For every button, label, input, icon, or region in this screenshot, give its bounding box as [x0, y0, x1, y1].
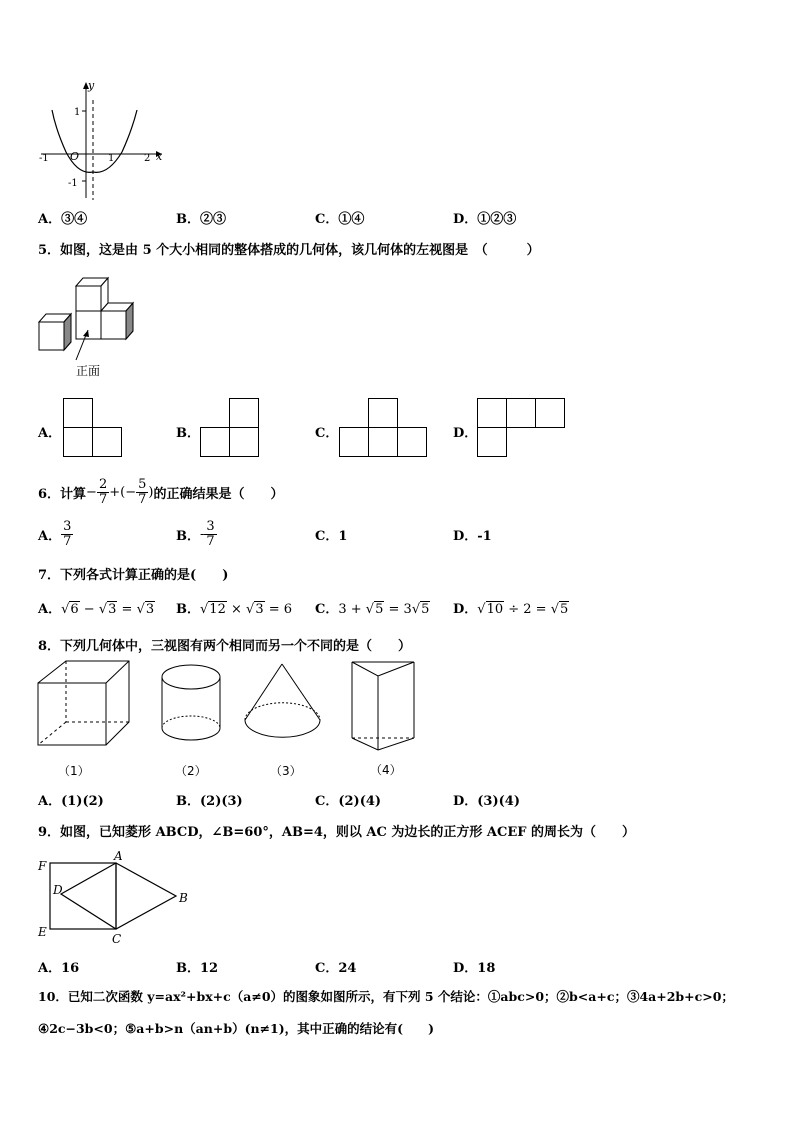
q9-point-a: A [114, 849, 123, 863]
graph-x-neg-one: -1 [39, 153, 49, 164]
q10-line-1: 10．已知二次函数 y=ax²+bx+c（a≠0）的图象如图所示，有下列 5 个结论：①abc>0；②b<a+c；③4a+2b+c>0； [38, 989, 734, 1004]
q8-caption-1: （1） [58, 764, 90, 778]
q5-option-d-key: D． [453, 426, 478, 441]
q8-option-a: A．(1)(2) [38, 794, 104, 809]
graph-origin-label: O [70, 150, 80, 163]
q8-cube-figure [37, 660, 137, 750]
q9-point-e: E [38, 925, 47, 939]
q4-option-b: B．②③ [176, 212, 227, 227]
q6-option-a: A． $\frac{3}{7}$ [38, 518, 72, 549]
q7-option-b: B．√12 × √3 = 6 [176, 602, 293, 617]
q5-option-b-key: B． [176, 426, 200, 441]
q9-point-f: F [38, 859, 47, 873]
q6-stem: 6．计算 − $\frac{2}{7}$ +(− $\frac{5}{7}$ ) 的正确结果是（ ） [38, 476, 284, 507]
q8-cone-figure [243, 662, 328, 752]
q5-option-a-figure [63, 398, 133, 463]
q5-option-b-figure [200, 398, 270, 463]
graph-y-one: 1 [74, 107, 81, 118]
q9-point-c: C [112, 932, 122, 946]
q5-option-c-figure [339, 398, 434, 463]
q8-option-b: B．(2)(3) [176, 794, 243, 809]
graph-x-one: 1 [108, 153, 115, 164]
q6-option-d: D．-1 [453, 529, 492, 544]
graph-y-neg-one: -1 [68, 178, 78, 189]
parabola-graph [36, 80, 166, 200]
q6-option-b: B． - $\frac{3}{7}$ [176, 518, 215, 549]
q9-option-a: A．16 [38, 961, 80, 976]
q9-option-c: C．24 [315, 961, 357, 976]
q7-option-d: D．√10 ÷ 2 = √5 [453, 602, 569, 617]
q9-stem: 9．如图，已知菱形 ABCD，∠B=60°，AB=4，则以 AC 为边长的正方形 ACEF 的周长为（ ） [38, 825, 635, 840]
q9-point-b: B [179, 891, 188, 905]
q7-option-a: A．√6 − √3 = √3 [38, 602, 155, 617]
q5-stem: 5．如图，这是由 5 个大小相同的整体搭成的几何体，该几何体的左视图是 （ ） [38, 243, 540, 258]
q8-option-c: C．(2)(4) [315, 794, 382, 809]
q9-point-d: D [53, 883, 63, 897]
q8-stem: 8．下列几何体中，三视图有两个相同而另一个不同的是（ ） [38, 639, 412, 654]
q9-option-b: B．12 [176, 961, 219, 976]
q10-line-2: ④2c−3b<0；⑤a+b>n（an+b）(n≠1)，其中正确的结论有( ) [38, 1021, 434, 1036]
q8-caption-3: （3） [270, 764, 302, 778]
graph-x-label: x [156, 150, 163, 163]
q8-cylinder-figure [160, 662, 230, 757]
q5-option-d-figure [477, 398, 572, 463]
q5-front-label: 正面 [76, 364, 101, 378]
q5-option-c-key: C． [315, 426, 339, 441]
q7-option-c: C．3 + √5 = 3√5 [315, 602, 430, 617]
q4-option-a: A．③④ [38, 212, 88, 227]
q7-stem: 7．下列各式计算正确的是( ) [38, 568, 229, 583]
q4-option-d: D．①②③ [453, 212, 517, 227]
q8-caption-4: （4） [370, 763, 402, 777]
q9-rhombus-square-figure [36, 848, 196, 948]
q9-option-d: D．18 [453, 961, 496, 976]
graph-x-two: 2 [144, 153, 151, 164]
q4-option-c: C．①④ [315, 212, 365, 227]
graph-y-label: y [88, 79, 95, 92]
q5-option-a-key: A． [38, 426, 62, 441]
q8-option-d: D．(3)(4) [453, 794, 520, 809]
q6-option-c: C．1 [315, 529, 348, 544]
q8-prism-figure [348, 658, 423, 758]
q8-caption-2: （2） [175, 764, 207, 778]
